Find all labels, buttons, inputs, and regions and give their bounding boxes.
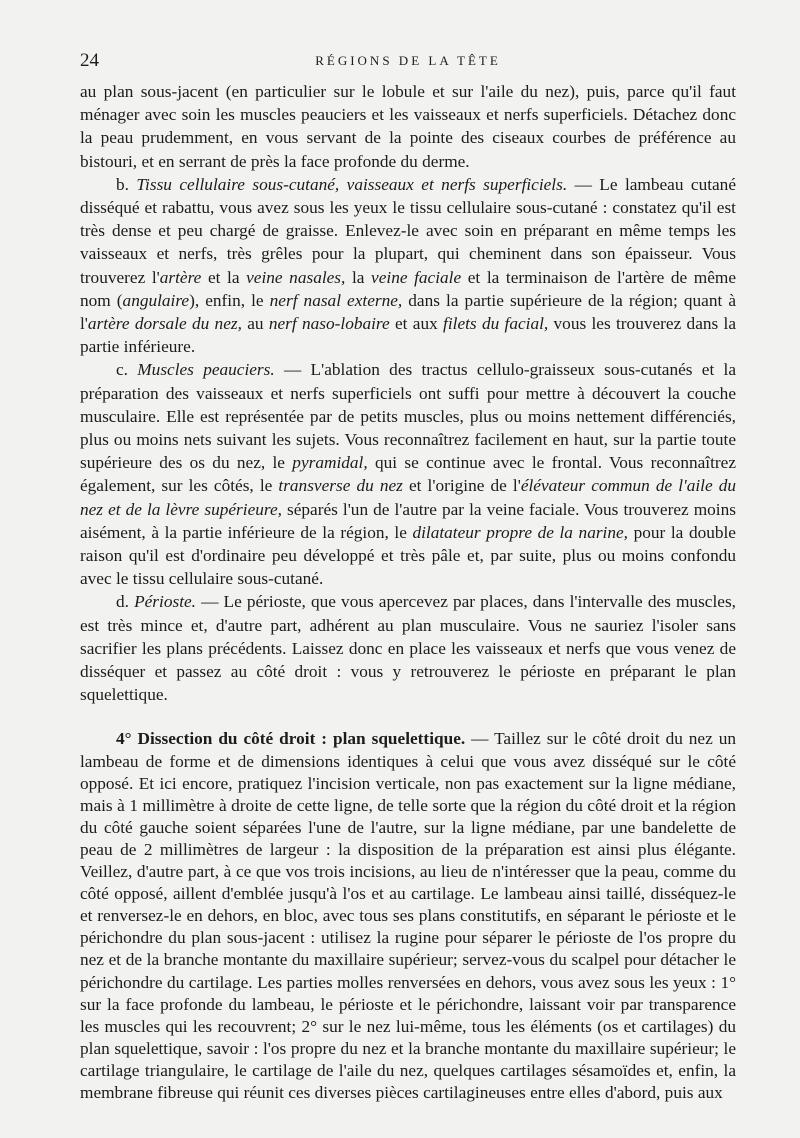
paragraph-b: b. Tissu cellulaire sous-cutané, vaisseaux et nerfs superficiels. — Le lambeau cutané disséqué et rabattu, vous avez sous les yeux le tissu cellulaire sous-cutané : constatez qu'il est très dense et peu chargé de graisse. Enlevez-le avec soin en préparant en même temps les vaisseaux et nerfs, très grêles pour la plupart, qui cheminent dans son épaisseur. Vous trouverez l'artère et la veine nasales, la veine faciale et la terminaison de l'artère de même nom (angulaire), enfin, le nerf nasal externe, dans la partie supérieure de la région; quant à l'artère dorsale du nez, au nerf naso-lobaire et aux filets du facial, vous les trouverez dans la partie inférieure. [80,174,737,357]
body-text [80,80,736,1104]
paragraph-d-title: Périoste. [134,592,196,612]
page-number: 24 [80,50,99,71]
paragraph-c-title: Muscles peauciers. [137,360,275,380]
paragraph-4 [80,728,736,1104]
paragraph-c-label: c. [116,360,138,380]
running-title: RÉGIONS DE LA TÊTE [315,53,501,68]
paragraph-continuation: au plan sous-jacent (en particulier sur le lobule et sur l'aile du nez), puis, parce qu'il faut ménager avec soin les muscles peauciers et les vaisseaux et nerfs superficiels. Détachez donc la peau prudemment, en vous servant de la pointe des ciseaux courbes de préférence au bistouri, et en serrant de près la face profonde du derme. [80,82,736,171]
page-header [80,50,736,74]
paragraph-d-label: d. [116,592,135,612]
paragraph-c: c. Muscles peauciers. — L'ablation des tractus cellulo-graisseux sous-cutanés et la préparation des vaisseaux et nerfs superficiels ont suffi pour mettre à découvert la couche musculaire. Elle est représentée par de petits muscles, plus ou moins nettement différenciés, plus ou moins nets suivant les sujets. Vous reconnaîtrez facilement en haut, sur la partie toute supérieure des os du nez, le pyramidal, qui se continue avec le frontal. Vous reconnaîtrez également, sur les côtés, le transverse du nez et l'origine de l'élévateur commun de l'aile du nez et de la lèvre supérieure, séparés l'un de l'autre par la veine faciale. Vous trouverez moins aisément, à la partie inférieure de la région, le dilatateur propre de la narine, pour la double raison qu'il est d'ordinaire peu développé et très pâle et, par suite, plus ou moins confondu avec le tissu cellulaire sous-cutané. [80,360,737,589]
section-gap [80,706,736,728]
paragraph-d: d. Périoste. — Le périoste, que vous apercevez par places, dans l'intervalle des muscles, est très mince et, d'autre part, adhérent au plan musculaire. Vous ne sauriez l'isoler sans sacrifier les plans précédents. Laissez donc en place les vaisseaux et nerfs que vous venez de disséquer et passez au côté droit : vous y retrouverez le périoste en préparant le plan squelettique. [80,592,736,705]
section-4-text: — Taillez sur le côté droit du nez un lambeau de forme et de dimensions identiques à celui que vous avez disséqué sur le côté opposé. Et ici encore, pratiquez l'incision verticale, non pas exactement sur la ligne médiane, mais à 1 millimètre à droite de cette ligne, de telle sorte que la région du côté droit et la région du côté gauche soient séparées l'une de l'autre, sur la ligne médiane, par une bandelette de peau de 2 millimètres de largeur : la disposition de la préparation est ainsi plus élégante. Veillez, d'autre part, à ce que vos trois incisions, au lieu de n'intéresser que la peau, comme du côté opposé, aillent d'emblée jusqu'à l'os et au cartilage. Le lambeau ainsi taillé, disséquez-le et renversez-le en dehors, en bloc, avec tous ses plans constitutifs, en séparant le périoste et le périchondre du plan sous-jacent : utilisez la rugine pour séparer le périoste de l'os propre du nez et de la branche montante du maxillaire supérieur; servez-vous du scalpel pour détacher le périchondre du cartilage. Les parties molles renversées en dehors, vous avez sous les yeux : 1° sur la face profonde du lambeau, le périoste et le périchondre, laissant voir par transparence les muscles qui les recouvrent; 2° sur le nez lui-même, tous les éléments (os et cartilages) du plan squelettique, savoir : l'os propre du nez et la branche montante du maxillaire supérieur; le cartilage triangulaire, le cartilage de l'aile du nez, quelques cartilages sésamoïdes et, enfin, la membrane fibreuse qui réunit ces diverses pièces cartilagineuses entre elles d'abord, puis aux [80,729,736,1102]
paragraph-b-label: b. [116,174,137,194]
section-4 [80,728,736,1104]
section-4-heading: 4° Dissection du côté droit : plan squelettique. [116,729,466,749]
paragraph-b-title: Tissu cellulaire sous-cutané, vaisseaux et nerfs superficiels. [136,174,568,194]
